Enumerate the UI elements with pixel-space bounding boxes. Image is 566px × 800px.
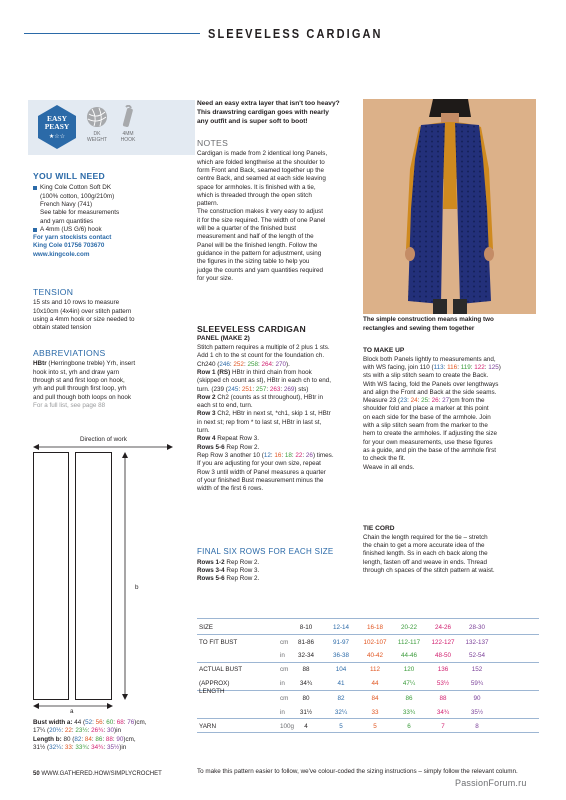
table-cell: 86 bbox=[405, 695, 413, 702]
tension-heading: TENSION bbox=[33, 287, 74, 297]
table-cell: 82 bbox=[337, 695, 345, 702]
table-cell: 33 bbox=[371, 709, 379, 716]
make-up-heading: TO MAKE UP bbox=[363, 347, 405, 354]
table-cell: 40-42 bbox=[366, 652, 384, 659]
peasy-text: PEASY bbox=[44, 122, 70, 131]
header-rule bbox=[24, 33, 200, 34]
easy-peasy-badge-icon bbox=[35, 104, 79, 150]
tie-cord-heading: TIE CORD bbox=[363, 525, 395, 532]
table-cell: 24-26 bbox=[434, 624, 452, 631]
intro-text: Need an easy extra layer that isn't too heavy? This drawstring cardigan goes with nearly any outfit and is super soft to boot! bbox=[197, 100, 340, 125]
table-cell: 35½ bbox=[470, 709, 484, 716]
table-row-unit: in bbox=[280, 709, 285, 716]
abbreviations-more-link[interactable]: For a full list, see page 88 bbox=[33, 401, 106, 409]
notes-section bbox=[197, 138, 357, 283]
table-cell: 8 bbox=[475, 723, 479, 730]
table-cell: 112-117 bbox=[397, 639, 421, 646]
table-rule bbox=[197, 732, 539, 733]
table-row-unit: cm bbox=[280, 695, 289, 702]
final-rows-section: FINAL SIX ROWS FOR EACH SIZE Rows 1-2 Rep Row 2. Rows 3-4 Rep Row 3. Rows 5-6 Rep Row 2. bbox=[197, 547, 357, 583]
table-cell: 7 bbox=[441, 723, 445, 730]
watermark: PassionForum.ru bbox=[455, 778, 527, 788]
dimension-b-label: b bbox=[135, 584, 139, 591]
table-cell: 90 bbox=[473, 695, 481, 702]
table-cell: 31½ bbox=[299, 709, 313, 716]
table-cell: 6 bbox=[407, 723, 411, 730]
tie-cord-section: TIE CORD Chain the length required for the tie – stretch the chain to get a more accurate idea of the finished length. Ss in each ch back along the length, fasten off and weave in ends. Thread through ch spaces of the stitch pattern at waist. bbox=[363, 525, 538, 575]
table-cell: 12-14 bbox=[332, 624, 350, 631]
page-title: SLEEVELESS CARDIGAN bbox=[208, 27, 383, 41]
table-note: To make this pattern easier to follow, we've colour-coded the sizing instructions – simply follow the relevant column. bbox=[197, 768, 518, 775]
table-row-label: TO FIT BUST bbox=[199, 639, 238, 646]
crochet-hook-icon bbox=[117, 105, 139, 129]
you-will-need-section bbox=[33, 171, 203, 259]
panel-right-rect bbox=[75, 452, 112, 700]
table-row-unit: cm bbox=[280, 639, 289, 646]
abbreviation-hbtr: HBtr (Herringbone treble) Yrh, insert hook into st, yrh and draw yarn through st and first loop on hook, yrh and pull through first loop, yrh and pull though both loops on hook bbox=[33, 360, 136, 401]
notes-paragraph-1: Cardigan is made from 2 identical long Panels, which are folded lengthwise at the shoulder to form Front and Back, seamed together up the centre Back, and seamed at each side leaving space for armholes. It is finished with a tie, which is threaded through the open stitch pattern. bbox=[197, 150, 328, 208]
hook-label: 4MM HOOK bbox=[120, 131, 136, 143]
table-row-unit: in bbox=[280, 680, 285, 687]
table-row-unit: in bbox=[280, 652, 285, 659]
table-rule bbox=[197, 662, 539, 663]
abbreviations-section bbox=[33, 348, 203, 410]
table-row-label: LENGTH bbox=[199, 688, 225, 695]
notes-paragraph-2: The construction makes it very easy to adjust it for the size required. The width of one Panel will be a quarter of the finished bust measurement and half of the length of the Panel will be the finished length. Follow the guidance in the pattern for adjustment, using the figures in the sizing table to help you judge the counts and yarn quantities required for your size. bbox=[197, 208, 326, 282]
table-cell: 34¾ bbox=[436, 709, 450, 716]
panel-left-rect bbox=[33, 452, 69, 700]
yarn-ball-icon bbox=[86, 105, 108, 129]
you-will-need-heading: YOU WILL NEED bbox=[33, 171, 106, 181]
easy-text: EASY bbox=[46, 114, 68, 123]
make-up-section: TO MAKE UP Block both Panels lightly to measurements and, with WS facing, join 110 (113: 116: 119: 122: 125) sts with a slip stitch seam to create the Back. With WS facing, fold the Panels over lengthways and align the Front and Back at the side seams. Measure 23 (23: 24: 25: 26: 27)cm from the shoulder fold and place a marker at this point on each side for the base of the armhole. Join with a slip stitch seam from the marker to the hem to create the armholes. If adjusting the size for your own measurements, use these figures as a guide, and pin the base of the armhole first to check the fit. Weave in all ends. bbox=[363, 347, 538, 472]
panel-subheading: PANEL (MAKE 2) bbox=[197, 335, 250, 343]
table-row-label: (APPROX) bbox=[199, 680, 230, 687]
table-cell: 48-50 bbox=[434, 652, 452, 659]
table-row-unit: cm bbox=[280, 666, 289, 673]
table-cell: 88 bbox=[439, 695, 447, 702]
table-cell: 41 bbox=[337, 680, 345, 687]
stockists-info: For yarn stockists contact King Cole 01756 703670 www.kingcole.com bbox=[33, 234, 112, 258]
weight-label: DK WEIGHT bbox=[87, 131, 107, 143]
table-cell: 112 bbox=[369, 666, 381, 673]
table-cell: 44-46 bbox=[400, 652, 418, 659]
table-cell: 104 bbox=[335, 666, 347, 673]
cardigan-photo bbox=[363, 99, 536, 314]
table-cell: 20-22 bbox=[400, 624, 418, 631]
table-cell: 122-127 bbox=[431, 639, 455, 646]
table-cell: 8-10 bbox=[299, 624, 313, 631]
table-cell: 5 bbox=[373, 723, 377, 730]
table-cell: 33¾ bbox=[402, 709, 416, 716]
table-cell: 84 bbox=[371, 695, 379, 702]
hook-item: A 4mm (US G/6) hook bbox=[33, 226, 203, 234]
dimension-a-label: a bbox=[70, 708, 74, 715]
table-cell: 120 bbox=[403, 666, 415, 673]
notes-heading: NOTES bbox=[197, 138, 229, 148]
table-cell: 34¾ bbox=[299, 680, 313, 687]
table-cell: 136 bbox=[437, 666, 449, 673]
table-cell: 32-34 bbox=[297, 652, 315, 659]
model-illustration-icon bbox=[363, 99, 536, 314]
pattern-section: SLEEVELESS CARDIGAN PANEL (MAKE 2) Stitch pattern requires a multiple of 2 plus 1 sts. Add 1 ch to the st count for the foundation ch. Ch240 (246: 252: 258: 264: 270). Row 1 (RS) HBtr in third chain from hook (skipped ch count as st), HBtr in each ch to end, turn. (239 (245: 251: 257: 263: 269) sts) Row 2 Ch2 (counts as st throughout), HBtr in each st to end, turn. Row 3 Ch2, HBtr in next st, *ch1, skip 1 st, HBtr in next st; rep from * to last st, HBtr in last st, turn. Row 4 Repeat Row 3. Rows 5-6 Rep Row 2. Rep Row 3 another 10 (12: 16: 18: 22: 26) times. If you are adjusting for your own size, repeat Row 3 until width of Panel measures a quarter of your finished Bust measurement minus the width of the first 6 rows. bbox=[197, 324, 357, 493]
table-cell: 80 bbox=[302, 695, 310, 702]
table-row-label: ACTUAL BUST bbox=[199, 666, 243, 673]
photo-caption: The simple construction means making two rectangles and sewing them together bbox=[363, 316, 494, 332]
table-cell: 28-30 bbox=[468, 624, 486, 631]
tension-text: 15 sts and 10 rows to measure 10x10cm (4x4in) over stitch pattern using a 4mm hook or size needed to obtain stated tension bbox=[33, 299, 135, 332]
table-cell: 5 bbox=[339, 723, 343, 730]
svg-text:★☆☆: ★☆☆ bbox=[48, 133, 66, 140]
table-cell: 44 bbox=[371, 680, 379, 687]
table-cell: 47¼ bbox=[402, 680, 416, 687]
table-cell: 52-54 bbox=[468, 652, 486, 659]
table-cell: 32¼ bbox=[334, 709, 348, 716]
table-cell: 16-18 bbox=[366, 624, 384, 631]
table-cell: 36-38 bbox=[332, 652, 350, 659]
pattern-heading: SLEEVELESS CARDIGAN bbox=[197, 324, 306, 334]
final-rows-heading: FINAL SIX ROWS FOR EACH SIZE bbox=[197, 547, 334, 556]
table-cell: 81-86 bbox=[297, 639, 315, 646]
tension-section bbox=[33, 287, 203, 333]
table-cell: 132-137 bbox=[465, 639, 489, 646]
yarn-item: King Cole Cotton Soft DK (100% cotton, 100g/210m) French Navy (741) See table for measurements and yarn quantities bbox=[33, 184, 203, 225]
table-row-label: SIZE bbox=[199, 624, 213, 631]
table-cell: 4 bbox=[304, 723, 308, 730]
table-rule bbox=[197, 618, 539, 619]
direction-of-work-label: Direction of work bbox=[80, 436, 127, 443]
table-rule bbox=[197, 718, 539, 719]
abbreviations-heading: ABBREVIATIONS bbox=[33, 348, 106, 358]
table-rule bbox=[197, 690, 539, 691]
table-row-unit: 100g bbox=[280, 723, 295, 730]
table-cell: 102-107 bbox=[363, 639, 387, 646]
table-rule bbox=[197, 634, 539, 635]
length-dimension-icon bbox=[118, 452, 132, 700]
table-cell: 88 bbox=[302, 666, 310, 673]
table-cell: 53½ bbox=[436, 680, 450, 687]
table-cell: 91-97 bbox=[332, 639, 350, 646]
page-folio: 50 WWW.GATHERED.HOW/SIMPLYCROCHET bbox=[33, 771, 162, 777]
table-cell: 152 bbox=[471, 666, 483, 673]
table-row-label: YARN bbox=[199, 723, 217, 730]
table-cell: 59¾ bbox=[470, 680, 484, 687]
panel-measurements: Bust width a: 44 (52: 56: 60: 68: 76)cm, 17¼ (20½: 22: 23½: 26¾: 30)in Length b: 80 (82: 84: 86: 88: 90)cm, 31½ (32¼: 33: 33¾: 34¾: 35½)in bbox=[33, 719, 147, 751]
